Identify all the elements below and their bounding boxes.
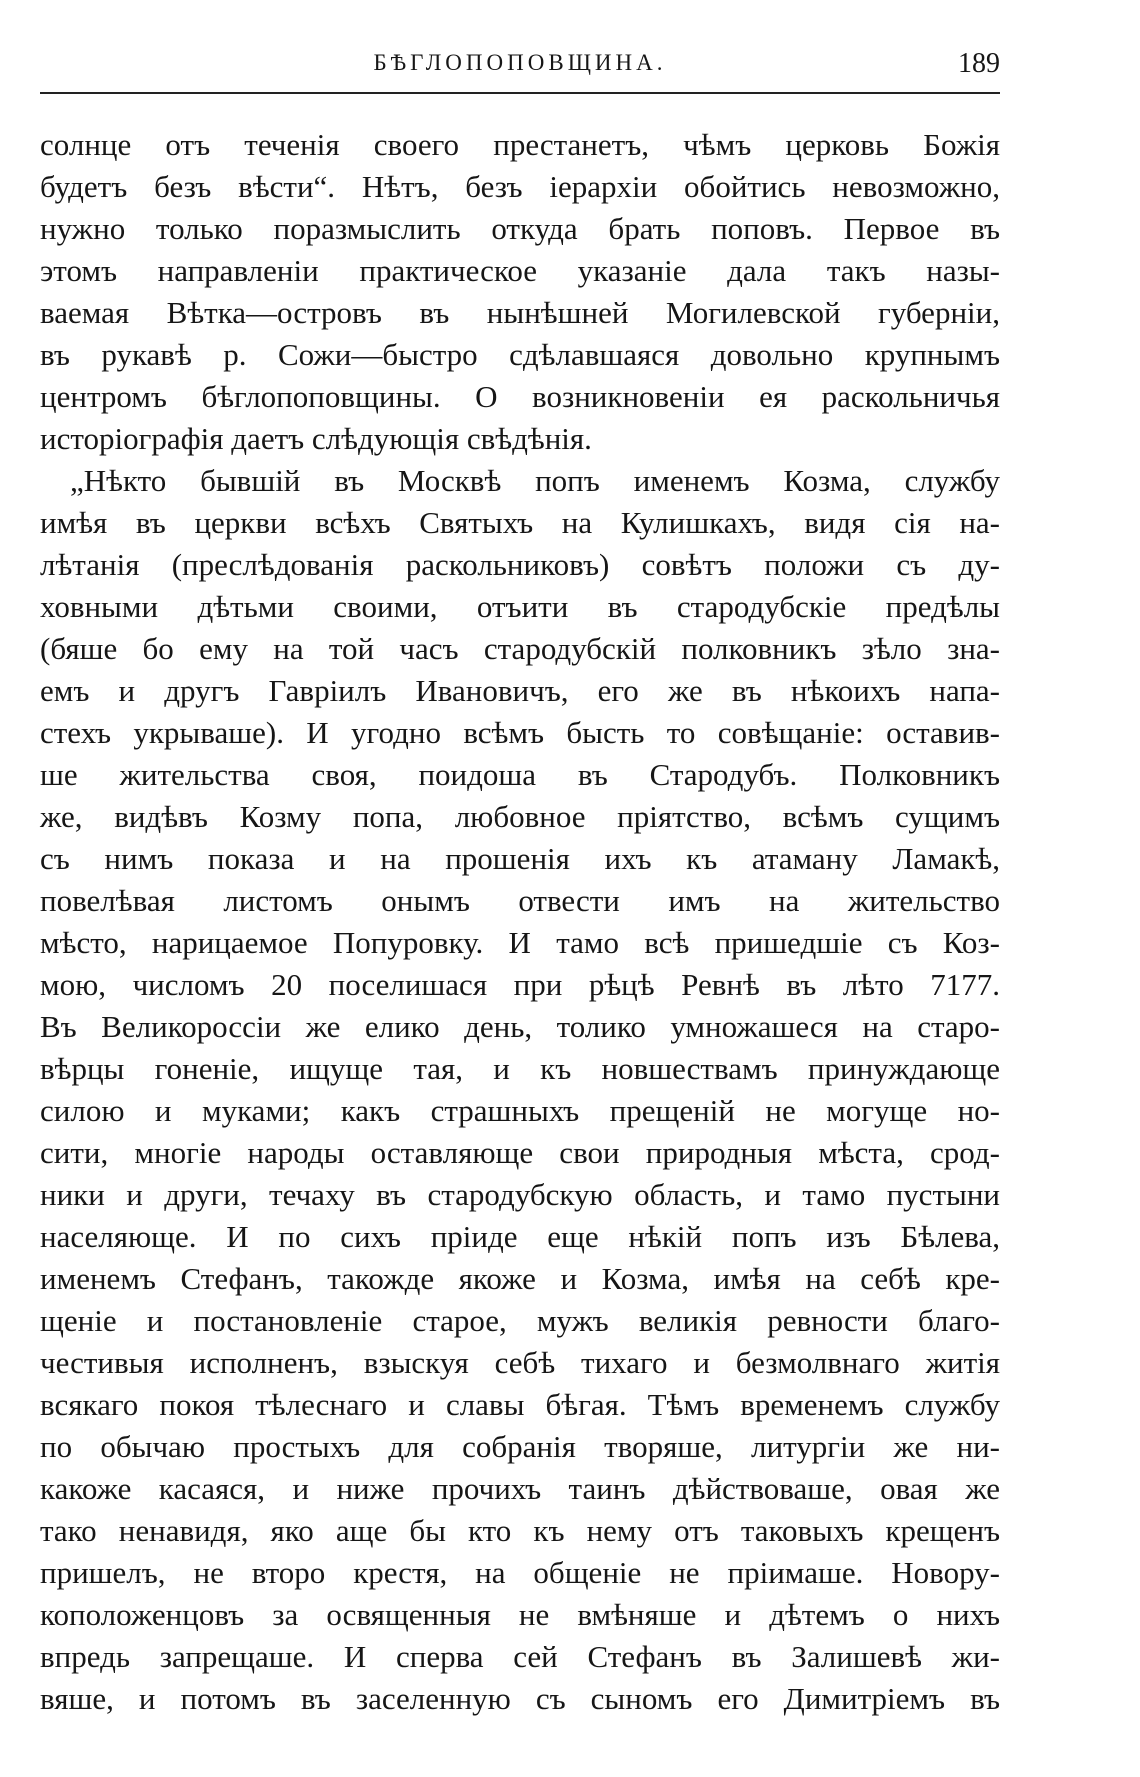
text-line: вѣрцы гоненіе, ищуще тая, и къ новшествамъ принуждающе — [40, 1051, 1000, 1086]
text-line: пришелъ, не второ крестя, на общеніе не пріимаше. Новору- — [40, 1555, 1000, 1590]
page-number: 189 — [958, 48, 1000, 79]
text-line: честивыя исполненъ, взыскуя себѣ тихаго и безмолвнаго житія — [40, 1345, 1000, 1380]
text-line: этомъ направленіи практическое указаніе дала такъ назы- — [40, 253, 1000, 288]
text-line: стехъ укрываше). И угодно всѣмъ бысть то совѣщаніе: оставив- — [40, 715, 1000, 750]
text-line: по обычаю простыхъ для собранія творяше, литургіи же ни- — [40, 1429, 1000, 1464]
text-line: въ рукавѣ р. Сожи—быстро сдѣлавшаяся довольно крупнымъ — [40, 337, 1000, 372]
text-line: будетъ безъ вѣсти“. Нѣтъ, безъ іерархіи обойтись невозможно, — [40, 169, 1000, 204]
text-line: ваемая Вѣтка—островъ въ нынѣшней Могилевской губерніи, — [40, 295, 1000, 330]
text-line: вяше, и потомъ въ заселенную съ сыномъ его Димитріемъ въ — [40, 1681, 1000, 1716]
text-line: „Нѣкто бывшій въ Москвѣ попъ именемъ Козма, службу — [70, 463, 1000, 498]
text-line: населяюще. И по сихъ пріиде еще нѣкій попъ изъ Бѣлева, — [40, 1219, 1000, 1254]
paragraph-2 — [40, 460, 1000, 1720]
text-line: ховными дѣтьми своими, отъити въ стародубскіе предѣлы — [40, 589, 1000, 624]
text-line: Въ Великороссіи же елико день, толико умножашеся на старо- — [40, 1009, 1000, 1044]
text-line: исторіографія даетъ слѣдующія свѣдѣнія. — [40, 421, 592, 456]
text-line: емъ и другъ Гавріилъ Ивановичъ, его же въ нѣкоихъ напа- — [40, 673, 1000, 708]
text-line: лѣтанія (преслѣдованія раскольниковъ) совѣтъ положи съ ду- — [40, 547, 1000, 582]
text-line: солнце отъ теченія своего престанетъ, чѣмъ церковь Божія — [40, 127, 1000, 162]
text-line: повелѣвая листомъ онымъ отвести имъ на жительство — [40, 883, 1000, 918]
text-line: щеніе и постановленіе старое, мужъ великія ревности благо- — [40, 1303, 1000, 1338]
text-line: впредь запрещаше. И сперва сей Стефанъ въ Залишевѣ жи- — [40, 1639, 1000, 1674]
text-line: нужно только поразмыслить откуда брать поповъ. Первое въ — [40, 211, 1000, 246]
body-text — [40, 124, 1000, 1720]
text-line: всякаго покоя тѣлеснаго и славы бѣгая. Тѣмъ временемъ службу — [40, 1387, 1000, 1422]
text-line: именемъ Стефанъ, такожде якоже и Козма, имѣя на себѣ кре- — [40, 1261, 1000, 1296]
text-line: ники и други, течаху въ стародубскую область, и тамо пустыни — [40, 1177, 1000, 1212]
text-line: центромъ бѣглопоповщины. О возникновеніи ея раскольничья — [40, 379, 1000, 414]
text-line: имѣя въ церкви всѣхъ Святыхъ на Кулишкахъ, видя сія на- — [40, 505, 1000, 540]
text-line: мою, числомъ 20 поселишася при рѣцѣ Ревнѣ въ лѣто 7177. — [40, 967, 1000, 1002]
text-line: (бяше бо ему на той часъ стародубскій полковникъ зѣло зна- — [40, 631, 1000, 666]
text-line: тако ненавидя, яко аще бы кто къ нему отъ таковыхъ крещенъ — [40, 1513, 1000, 1548]
text-line: сити, многіе народы оставляюще свои природныя мѣста, срод- — [40, 1135, 1000, 1170]
text-line: мѣсто, нарицаемое Попуровку. И тамо всѣ пришедшіе съ Коз- — [40, 925, 1000, 960]
running-title: БѢГЛОПОПОВЩИНА. — [373, 50, 667, 75]
paragraph-1 — [40, 124, 1000, 460]
text-line: коположенцовъ за освященныя не вмѣняше и дѣтемъ о нихъ — [40, 1597, 1000, 1632]
text-line: силою и муками; какъ страшныхъ прещеній не могуще но- — [40, 1093, 1000, 1128]
text-line: же, видѣвъ Козму попа, любовное пріятство, всѣмъ сущимъ — [40, 799, 1000, 834]
text-line: съ нимъ показа и на прошенія ихъ къ атаману Ламакѣ, — [40, 841, 1000, 876]
text-line: какоже касаяся, и ниже прочихъ таинъ дѣйствоваше, овая же — [40, 1471, 1000, 1506]
text-line: ше жительства своя, поидоша въ Стародубъ. Полковникъ — [40, 757, 1000, 792]
running-header — [40, 40, 1000, 94]
